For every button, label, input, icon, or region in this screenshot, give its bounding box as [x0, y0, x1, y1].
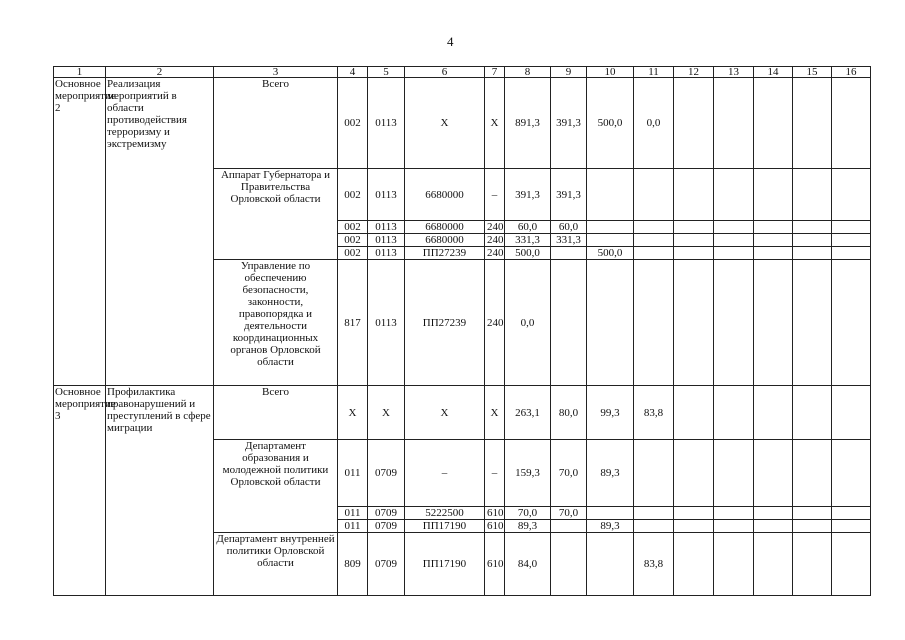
- cell: [832, 234, 871, 247]
- cell: [674, 234, 714, 247]
- cell: [754, 440, 793, 507]
- cell: [587, 533, 634, 596]
- cell: [634, 520, 674, 533]
- cell: 83,8: [634, 386, 674, 440]
- cell: 70,0: [505, 507, 551, 520]
- cell: [793, 386, 832, 440]
- cell: [551, 247, 587, 260]
- cell: [793, 520, 832, 533]
- cell: [754, 247, 793, 260]
- cell: 500,0: [587, 78, 634, 169]
- col-header: 5: [368, 67, 405, 78]
- cell: [714, 507, 754, 520]
- cell: [714, 520, 754, 533]
- cell: 809: [338, 533, 368, 596]
- cell: 002: [338, 221, 368, 234]
- cell: [551, 533, 587, 596]
- cell: 391,3: [505, 169, 551, 221]
- cell: 89,3: [587, 520, 634, 533]
- cell: [832, 533, 871, 596]
- cell: [674, 533, 714, 596]
- cell: [634, 440, 674, 507]
- cell: 84,0: [505, 533, 551, 596]
- cell: 0,0: [505, 260, 551, 386]
- cell: 70,0: [551, 440, 587, 507]
- cell: [714, 169, 754, 221]
- cell: [674, 260, 714, 386]
- cell: Х: [485, 78, 505, 169]
- cell: 89,3: [587, 440, 634, 507]
- cell: [551, 520, 587, 533]
- cell: 002: [338, 169, 368, 221]
- cell: [634, 247, 674, 260]
- col-header: 6: [405, 67, 485, 78]
- cell: ПП27239: [405, 260, 485, 386]
- measure-description: Реализация мероприятий в области противодействия терроризму и экстремизму: [106, 78, 214, 386]
- budget-table: [53, 66, 871, 596]
- measure-description: Профилактика правонарушений и преступлений в сфере миграции: [106, 386, 214, 596]
- cell: [714, 440, 754, 507]
- cell: [634, 260, 674, 386]
- cell: [754, 260, 793, 386]
- cell: 331,3: [551, 234, 587, 247]
- cell: [587, 260, 634, 386]
- cell: [754, 507, 793, 520]
- cell: [754, 520, 793, 533]
- cell: [714, 221, 754, 234]
- cell: [754, 386, 793, 440]
- cell: 0113: [368, 247, 405, 260]
- cell: 391,3: [551, 169, 587, 221]
- cell: [832, 260, 871, 386]
- cell: 002: [338, 234, 368, 247]
- cell: Х: [338, 386, 368, 440]
- cell: 70,0: [551, 507, 587, 520]
- cell: 0113: [368, 78, 405, 169]
- cell: [714, 234, 754, 247]
- cell: 240: [485, 234, 505, 247]
- cell: [674, 247, 714, 260]
- table-row: [54, 78, 871, 169]
- row-label: Аппарат Губернатора и Правительства Орловской области: [214, 169, 338, 260]
- cell: [714, 386, 754, 440]
- cell: [793, 234, 832, 247]
- cell: –: [485, 169, 505, 221]
- cell: 0709: [368, 440, 405, 507]
- cell: Х: [368, 386, 405, 440]
- col-header: 4: [338, 67, 368, 78]
- cell: 0113: [368, 221, 405, 234]
- cell: [832, 386, 871, 440]
- cell: 011: [338, 520, 368, 533]
- cell: [634, 507, 674, 520]
- cell: [674, 169, 714, 221]
- cell: [674, 78, 714, 169]
- cell: 331,3: [505, 234, 551, 247]
- cell: 0709: [368, 507, 405, 520]
- cell: 240: [485, 260, 505, 386]
- col-header: 2: [106, 67, 214, 78]
- cell: ПП17190: [405, 520, 485, 533]
- cell: [793, 221, 832, 234]
- row-label: Департамент внутренней политики Орловской области: [214, 533, 338, 596]
- col-header: 3: [214, 67, 338, 78]
- cell: 500,0: [505, 247, 551, 260]
- cell: –: [485, 440, 505, 507]
- cell: [714, 247, 754, 260]
- table-row: [54, 386, 871, 440]
- cell: [634, 169, 674, 221]
- cell: 80,0: [551, 386, 587, 440]
- cell: [551, 260, 587, 386]
- row-label: Всего: [214, 386, 338, 440]
- cell: [674, 507, 714, 520]
- cell: [793, 507, 832, 520]
- col-header: 16: [832, 67, 871, 78]
- cell: [832, 221, 871, 234]
- cell: [793, 440, 832, 507]
- cell: [832, 78, 871, 169]
- cell: 89,3: [505, 520, 551, 533]
- cell: [793, 169, 832, 221]
- cell: 0113: [368, 260, 405, 386]
- cell: [634, 234, 674, 247]
- row-label: Департамент образования и молодежной политики Орловской области: [214, 440, 338, 533]
- cell: 60,0: [505, 221, 551, 234]
- cell: [634, 221, 674, 234]
- cell: 002: [338, 247, 368, 260]
- cell: 6680000: [405, 234, 485, 247]
- cell: 002: [338, 78, 368, 169]
- col-header: 14: [754, 67, 793, 78]
- cell: 99,3: [587, 386, 634, 440]
- cell: 817: [338, 260, 368, 386]
- cell: 6680000: [405, 221, 485, 234]
- cell: Х: [405, 386, 485, 440]
- col-header: 1: [54, 67, 106, 78]
- cell: [714, 260, 754, 386]
- cell: ПП27239: [405, 247, 485, 260]
- cell: 011: [338, 507, 368, 520]
- cell: 60,0: [551, 221, 587, 234]
- col-header: 15: [793, 67, 832, 78]
- cell: [714, 533, 754, 596]
- cell: 610: [485, 533, 505, 596]
- cell: [674, 221, 714, 234]
- cell: 0709: [368, 533, 405, 596]
- cell: Х: [405, 78, 485, 169]
- cell: 263,1: [505, 386, 551, 440]
- row-label: Всего: [214, 78, 338, 169]
- page-number: 4: [447, 34, 454, 49]
- col-header: 13: [714, 67, 754, 78]
- cell: [674, 520, 714, 533]
- cell: [754, 169, 793, 221]
- cell: [832, 507, 871, 520]
- cell: 0113: [368, 234, 405, 247]
- cell: 0,0: [634, 78, 674, 169]
- cell: [587, 507, 634, 520]
- cell: [587, 234, 634, 247]
- cell: 159,3: [505, 440, 551, 507]
- cell: 0113: [368, 169, 405, 221]
- cell: ПП17190: [405, 533, 485, 596]
- cell: 240: [485, 247, 505, 260]
- cell: [754, 533, 793, 596]
- cell: 891,3: [505, 78, 551, 169]
- col-header: 11: [634, 67, 674, 78]
- col-header: 8: [505, 67, 551, 78]
- cell: [754, 221, 793, 234]
- col-header: 12: [674, 67, 714, 78]
- cell: 391,3: [551, 78, 587, 169]
- cell: [587, 169, 634, 221]
- row-label: Управление по обеспечению безопасности, законности, правопорядка и деятельности координационных органов Орловской области: [214, 260, 338, 386]
- measure-name: Основное мероприятие 3: [54, 386, 106, 596]
- cell: [714, 78, 754, 169]
- cell: 610: [485, 520, 505, 533]
- col-header: 10: [587, 67, 634, 78]
- cell: [793, 78, 832, 169]
- cell: 5222500: [405, 507, 485, 520]
- cell: [674, 440, 714, 507]
- cell: 610: [485, 507, 505, 520]
- cell: 83,8: [634, 533, 674, 596]
- cell: [793, 260, 832, 386]
- col-header: 7: [485, 67, 505, 78]
- cell: [793, 247, 832, 260]
- measure-name: Основное мероприятие 2: [54, 78, 106, 386]
- cell: [587, 221, 634, 234]
- cell: Х: [485, 386, 505, 440]
- cell: 6680000: [405, 169, 485, 221]
- cell: [754, 234, 793, 247]
- cell: 011: [338, 440, 368, 507]
- cell: [793, 533, 832, 596]
- cell: [832, 169, 871, 221]
- cell: 0709: [368, 520, 405, 533]
- column-numbers-row: [54, 67, 871, 78]
- cell: [832, 440, 871, 507]
- cell: [832, 247, 871, 260]
- cell: [832, 520, 871, 533]
- col-header: 9: [551, 67, 587, 78]
- cell: –: [405, 440, 485, 507]
- cell: 500,0: [587, 247, 634, 260]
- cell: [754, 78, 793, 169]
- cell: [674, 386, 714, 440]
- cell: 240: [485, 221, 505, 234]
